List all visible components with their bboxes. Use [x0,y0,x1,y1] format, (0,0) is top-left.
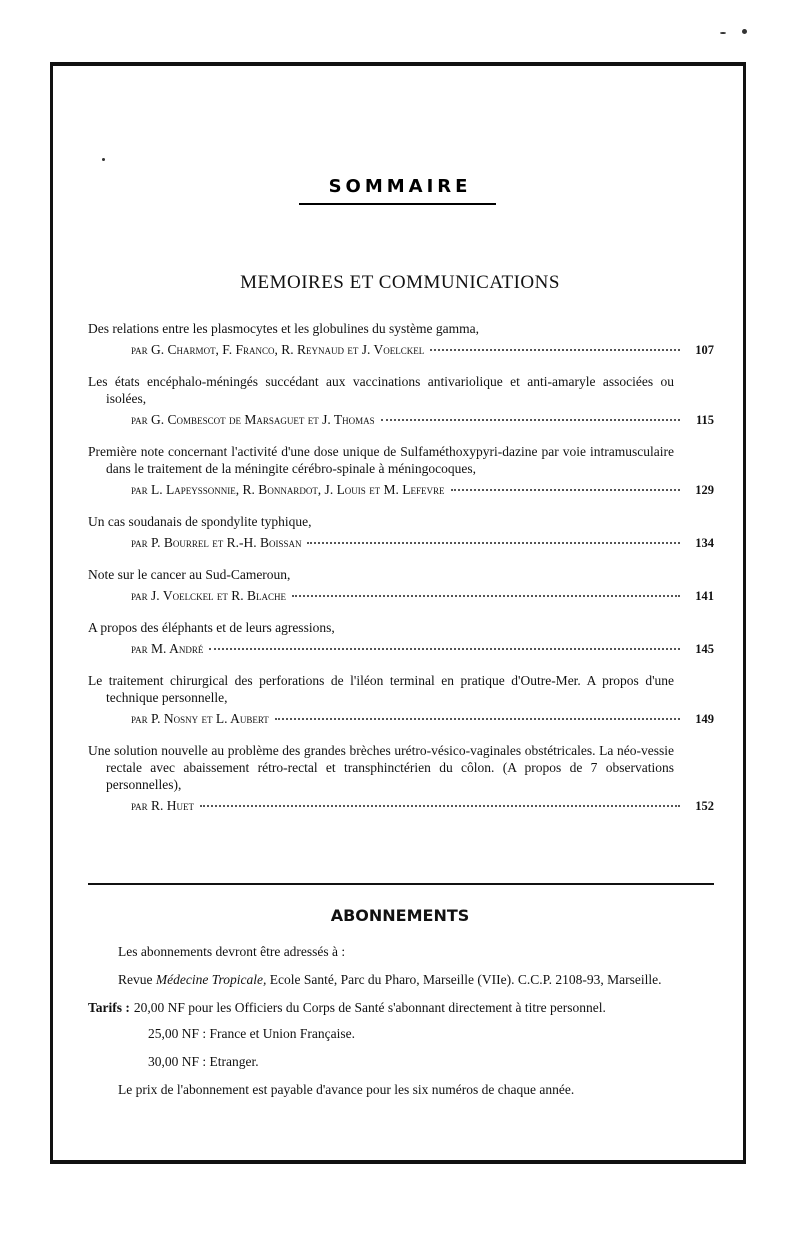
entry-title: Première note concernant l'activité d'une dose unique de Sulfaméthoxypyri-dazine par voie intramusculaire dans le traitement de la méningite cérébro-spinale à méningocoques, [88,444,674,476]
dot-leader [451,489,680,491]
page-title: SOMMAIRE [328,176,472,197]
dot-leader [275,718,680,720]
entry-page-number: 149 [695,712,714,726]
entry-authors: par P. Bourrel et R.-H. Boissan [131,535,302,550]
entry-byline [88,710,714,728]
entry-title: A propos des éléphants et de leurs agressions, [88,620,335,635]
toc-entry [88,513,714,552]
section-divider [88,883,714,885]
title-underline [299,203,496,205]
entry-page-number: 115 [695,413,714,427]
entry-authors: par L. Lapeyssonnie, R. Bonnardot, J. Louis et M. Lefevre [131,482,445,497]
entry-page-number: 107 [695,343,714,357]
entry-page-number: 141 [695,589,714,603]
entry-page-number: 129 [695,483,714,497]
ink-speck [102,158,105,161]
tarif-etranger: 30,00 NF : Etranger. [148,1054,259,1069]
entry-authors: par P. Nosny et L. Aubert [131,711,269,726]
entry-title: Le traitement chirurgical des perforations de l'iléon terminal en pratique d'Outre-Mer. A propos d'une technique personnelle, [88,673,674,705]
section-title: MEMOIRES ET COMMUNICATIONS [240,272,560,293]
entry-authors: par G. Charmot, F. Franco, R. Reynaud et J. Voelckel [131,342,425,357]
tarifs-label: Tarifs : [88,1000,130,1015]
dot-leader [209,648,680,650]
toc-entry [88,320,714,359]
toc-entry [88,619,714,658]
tarif-france: 25,00 NF : France et Union Française. [148,1026,355,1041]
tarifs-block [88,999,714,1017]
entry-page-number: 152 [695,799,714,813]
abonnements-note: Le prix de l'abonnement est payable d'avance pour les six numéros de chaque année. [118,1082,575,1097]
entry-title: Note sur le cancer au Sud-Cameroun, [88,567,291,582]
entry-page-number: 145 [695,642,714,656]
entry-title: Un cas soudanais de spondylite typhique, [88,514,312,529]
entry-authors: par R. Huet [131,798,195,813]
entry-page-number: 134 [695,536,714,550]
tarif-officiers: 20,00 NF pour les Officiers du Corps de Santé s'abonnant directement à titre personnel. [133,1000,606,1015]
entry-authors: par J. Voelckel et R. Blache [131,588,287,603]
abonnements-section [88,943,714,1109]
dot-leader [307,542,680,544]
dot-leader [381,419,680,421]
dot-leader [430,349,680,351]
entry-authors: par G. Combescot de Marsaguet et J. Thomas [131,412,375,427]
entry-byline [88,534,714,552]
entry-title: Des relations entre les plasmocytes et les globulines du système gamma, [88,321,480,336]
journal-name: Médecine Tropicale, [155,972,267,987]
toc-entry [88,672,714,728]
entry-byline [88,341,714,359]
abonnements-intro: Les abonnements devront être adressés à : [118,944,346,959]
abonnements-title: ABONNEMENTS [330,906,470,925]
ink-speck [720,32,726,34]
entry-byline [88,587,714,605]
entry-title: Une solution nouvelle au problème des grandes brèches urétro-vésico-vaginales obstétricales. La néo-vessie rectale avec abaissement rétro-rectal et transphinctérien du côlon. (A propos de 7 observations personnelles), [88,743,674,792]
address-prefix: Revue [118,972,156,987]
address-rest: Ecole Santé, Parc du Pharo, Marseille (VIIe). C.C.P. 2108-93, Marseille. [266,972,662,987]
table-of-contents [88,320,714,829]
entry-title: Les états encéphalo-méningés succédant aux vaccinations antivariolique et anti-amaryle associées ou isolées, [88,374,674,406]
entry-byline [88,411,714,429]
abonnements-address [88,971,714,989]
dot-leader [200,805,680,807]
entry-byline [88,481,714,499]
ink-speck [742,29,747,34]
toc-entry [88,742,714,815]
entry-byline [88,640,714,658]
toc-entry [88,566,714,605]
dot-leader [292,595,680,597]
entry-byline [88,797,714,815]
toc-entry [88,443,714,499]
entry-authors: par M. André [131,641,204,656]
toc-entry [88,373,714,429]
